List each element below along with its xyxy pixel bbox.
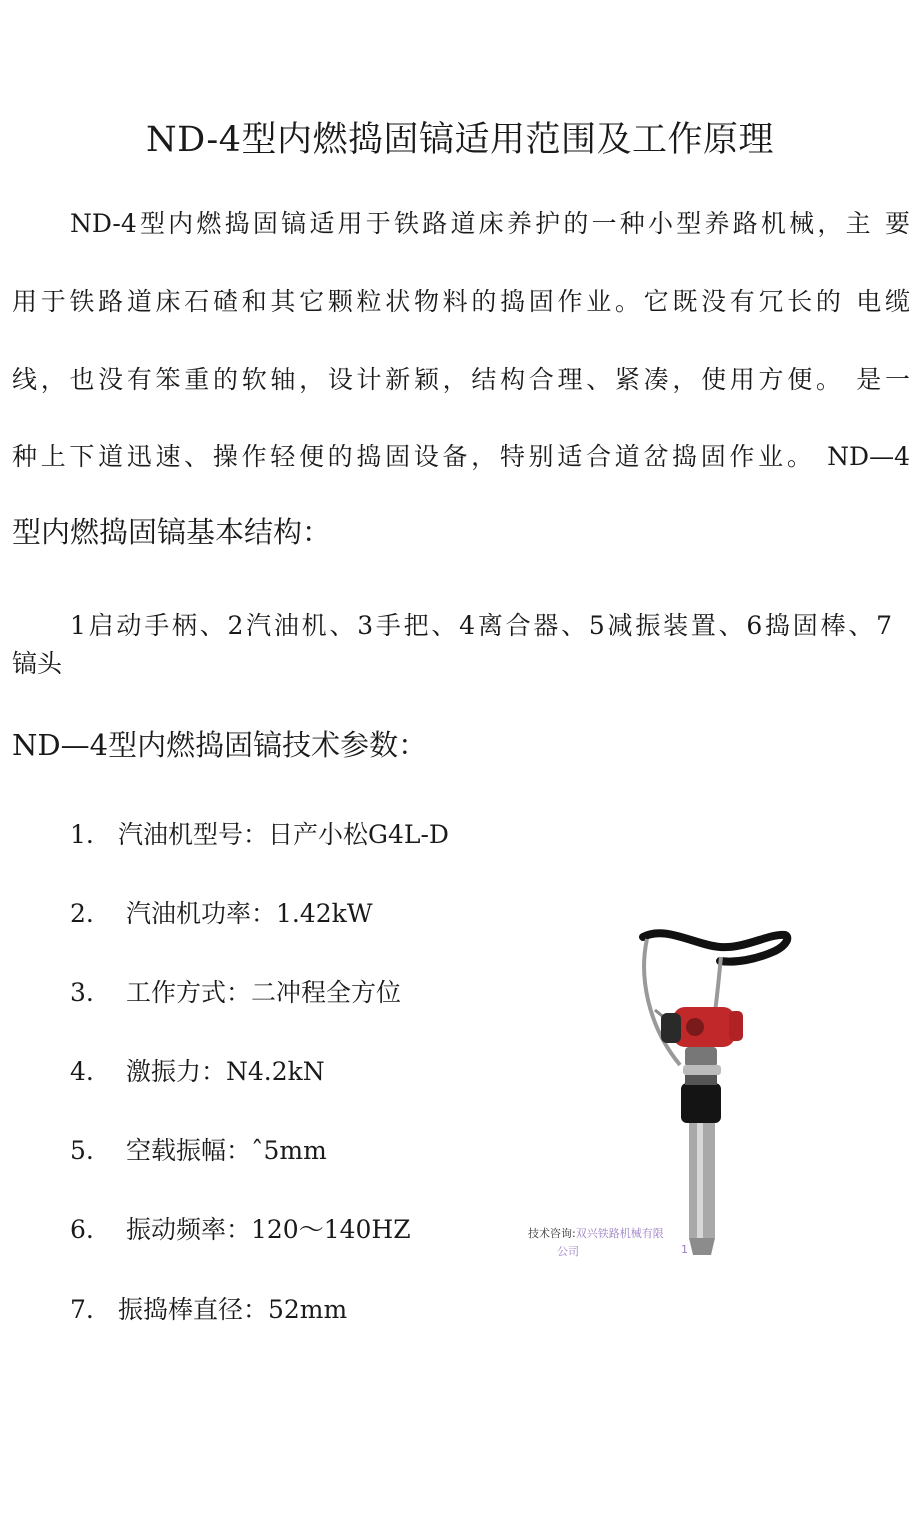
intro-line-1: ND-4型内燃捣固镐适用于铁路道床养护的一种小型养路机械，主 要 (70, 209, 910, 238)
params-heading: ND—4型内燃捣固镐技术参数： (12, 728, 428, 762)
param-number: 7. (70, 1295, 94, 1324)
param-number: 6. (70, 1215, 94, 1244)
param-item (70, 973, 401, 1009)
intro-line-2: 用于铁路道床石碴和其它颗粒状物料的捣固作业。它既没有冗长的 电缆 (12, 287, 910, 316)
intro-line-3: 线，也没有笨重的软轴，设计新颖，结构合理、紧凑，使用方便。 是一 (12, 365, 910, 394)
caption-page-number: 1 (681, 1243, 688, 1256)
param-text: 汽油机功率：1.42kW (126, 899, 373, 928)
param-item (70, 815, 449, 851)
intro-line-4: 种上下道迅速、操作轻便的捣固设备，特别适合道岔捣固作业。 ND—4 (12, 442, 910, 471)
structure-line-2: 镐头 (12, 649, 63, 678)
param-number: 3. (70, 978, 94, 1007)
param-text: 空载振幅：ˆ5mm (126, 1136, 327, 1165)
param-number: 2. (70, 899, 94, 928)
tamping-pick-image (625, 915, 800, 1260)
param-item (70, 1290, 347, 1326)
caption-company: 双兴铁路机械有限 (575, 1227, 664, 1240)
structure-heading: 型内燃捣固镐基本结构： (12, 515, 332, 549)
param-text: 振捣棒直径：52mm (118, 1295, 348, 1324)
structure-line-1: 1启动手柄、2汽油机、3手把、4离合器、5减振装置、6捣固棒、7 (70, 611, 892, 640)
param-item (70, 894, 373, 930)
param-text: 工作方式：二冲程全方位 (126, 978, 402, 1007)
param-text: 汽油机型号：日产小松G4L-D (118, 820, 449, 849)
param-text: 振动频率：120～140HZ (126, 1215, 411, 1244)
param-text: 激振力：N4.2kN (126, 1057, 325, 1086)
caption-company-line2: 公司 (557, 1245, 579, 1258)
image-caption (528, 1225, 664, 1241)
page-title: ND-4型内燃捣固镐适用范围及工作原理 (146, 120, 774, 160)
param-item (70, 1131, 327, 1167)
param-item (70, 1052, 325, 1088)
param-number: 1. (70, 820, 94, 849)
param-number: 5. (70, 1136, 94, 1165)
param-number: 4. (70, 1057, 94, 1086)
caption-label: 技术咨询: (528, 1227, 576, 1240)
param-item (70, 1210, 411, 1246)
